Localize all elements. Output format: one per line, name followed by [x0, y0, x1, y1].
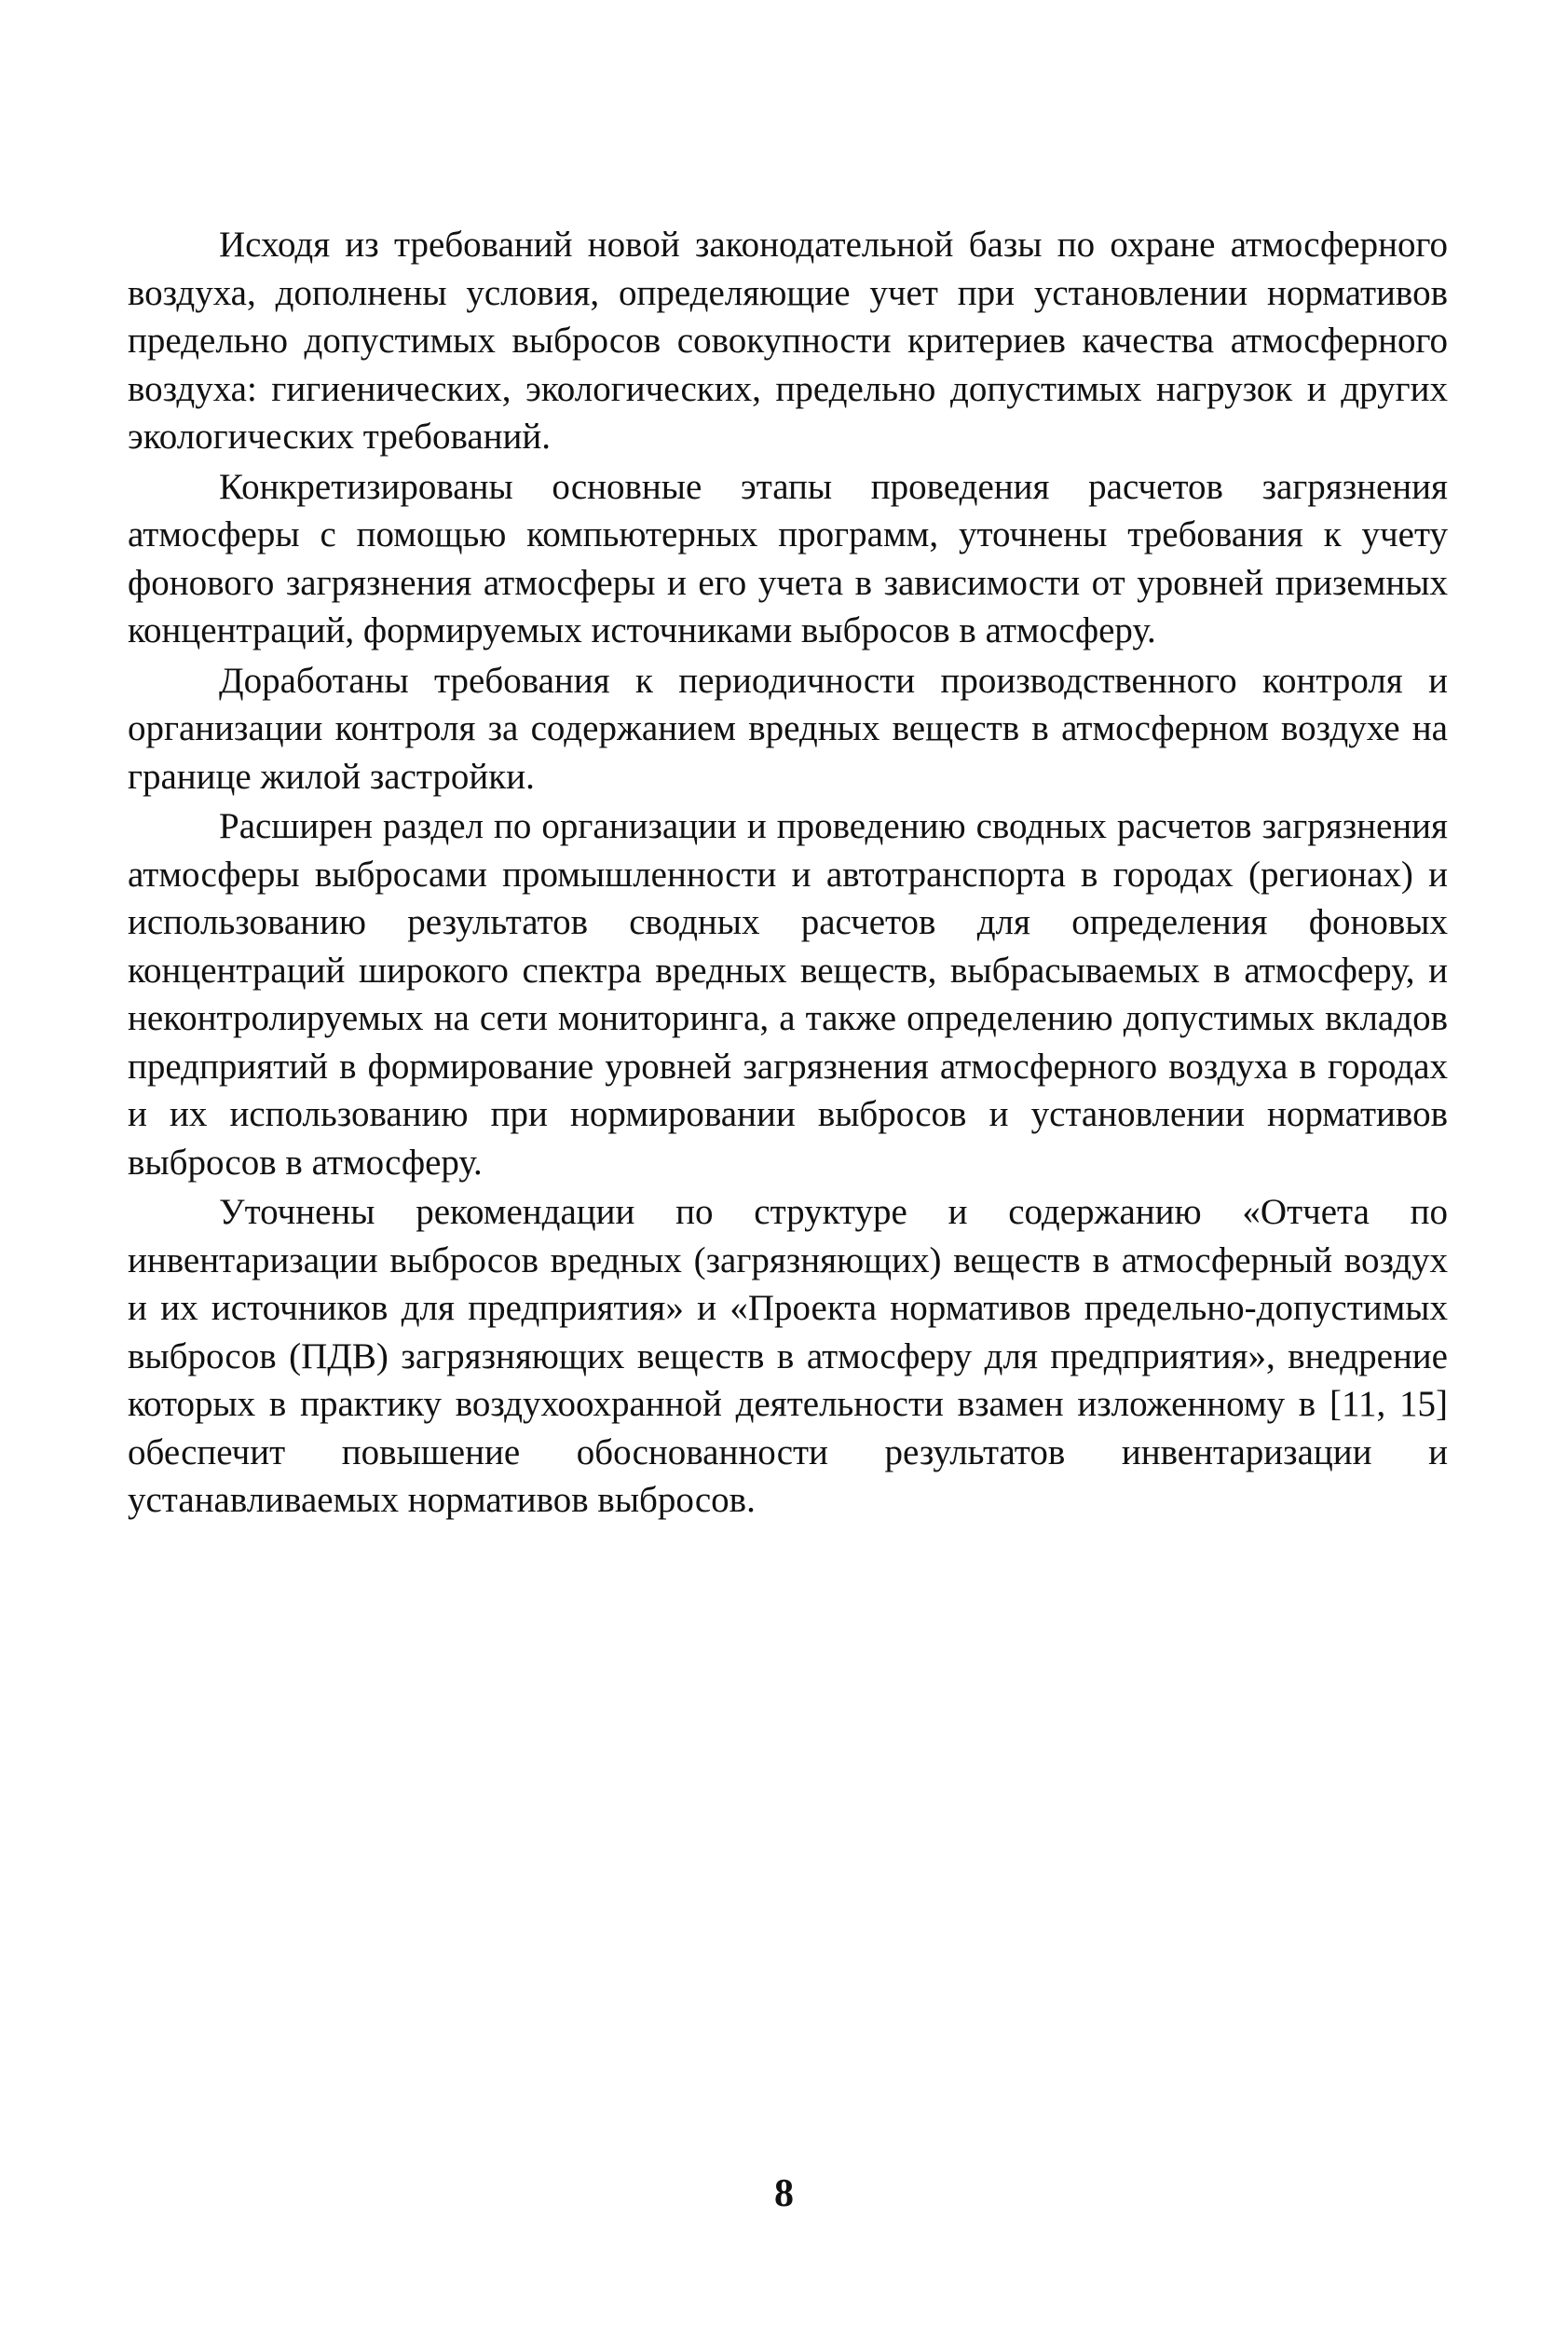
paragraph-3: Доработаны требования к периодичности производственного контроля и организации контроля за содержанием вредных веществ в атмосферном воздухе на границе жилой застройки. [128, 660, 1448, 797]
body-text [128, 221, 1448, 1525]
page-number: 8 [774, 2172, 794, 2215]
paragraph-1: Исходя из требований новой законодательной базы по охране атмосферного воздуха, дополнены условия, определяющие учет при установлении нормативов предельно допустимых выбросов совокупности критериев качества атмосферного воздуха: гигиенических, экологических, предельно допустимых нагрузок и других экологических требований. [128, 225, 1448, 457]
paragraph-5: Уточнены рекомендации по структуре и содержанию «Отчета по инвентаризации выбросов вредных (загрязняющих) веществ в атмосферный воздух и их источников для предприятия» и «Проекта нормативов предельно-допустимых выбросов (ПДВ) загрязняющих веществ в атмосферу для предприятия», внедрение которых в практику воздухоохранной деятельности взамен изложенному в [11, 15] обеспечит повышение обоснованности результатов инвентаризации и устанавливаемых нормативов выбросов. [128, 1192, 1448, 1520]
paragraph-4: Расширен раздел по организации и проведению сводных расчетов загрязнения атмосферы выбросами промышленности и автотранспорта в городах (регионах) и использованию результатов сводных расчетов для определения фоновых концентраций широкого спектра вредных веществ, выбрасываемых в атмосферу, и неконтролируемых на сети мониторинга, а также определению допустимых вкладов предприятий в формирование уровней загрязнения атмосферного воздуха в городах и их использованию при нормировании выбросов и установлении нормативов выбросов в атмосферу. [128, 806, 1448, 1183]
paragraph-2: Конкретизированы основные этапы проведения расчетов загрязнения атмосферы с помощью компьютерных программ, уточнены требования к учету фонового загрязнения атмосферы и его учета в зависимости от уровней приземных концентраций, формируемых источниками выбросов в атмосферу. [128, 466, 1448, 650]
